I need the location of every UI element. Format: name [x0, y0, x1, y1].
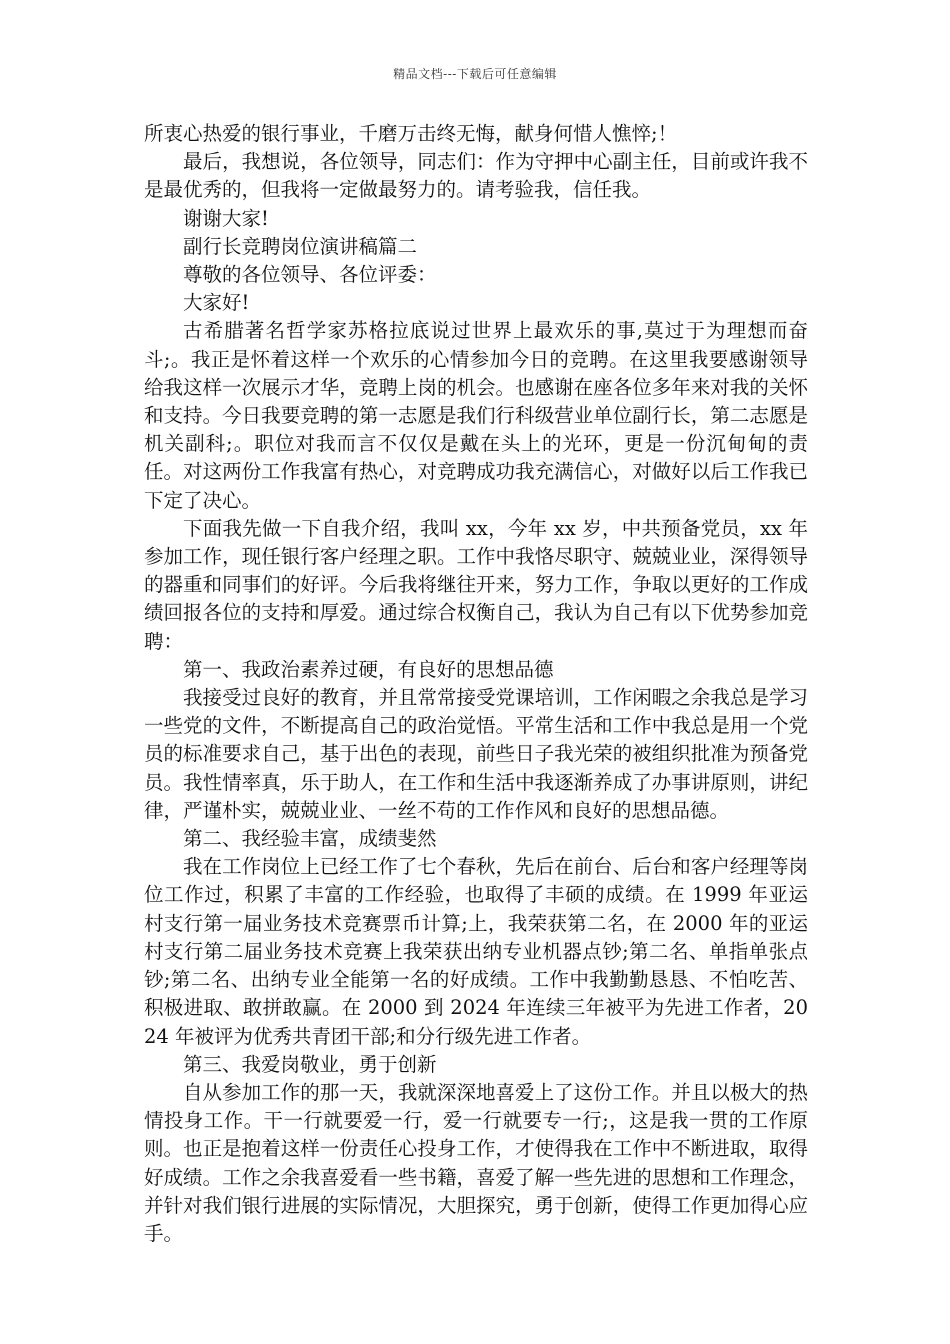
paragraph: 谢谢大家! [183, 206, 269, 230]
subheading: 第二、我经验丰富，成绩斐然 [183, 827, 437, 851]
section-title: 副行长竞聘岗位演讲稿篇二 [183, 234, 418, 258]
subheading: 第三、我爱岗敬业，勇于创新 [183, 1052, 437, 1076]
document-body [144, 120, 808, 1248]
salutation: 尊敬的各位领导、各位评委： [183, 263, 437, 287]
paragraph: 古希腊著名哲学家苏格拉底说过世界上最欢乐的事,莫过于为理想而奋斗;。我正是怀着这样一个欢乐的心情参加今日的竞聘。在这里我要感谢领导给我这样一次展示才华，竞聘上岗的机会。也感谢在座各位多年来对我的关怀和支持。今日我要竞聘的第一志愿是我们行科级营业单位副行长，第二志愿是机关副科;。职位对我而言不仅仅是戴在头上的光环，更是一份沉甸甸的责任。对这两份工作我富有热心，对竞聘成功我充满信心，对做好以后工作我已下定了决心。 [144, 319, 808, 512]
paragraph: 下面我先做一下自我介绍，我叫 xx，今年 xx 岁，中共预备党员，xx 年参加工作，现任银行客户经理之职。工作中我恪尽职守、兢兢业业，深得领导的器重和同事们的好评。今后我将继往开来，努力工作，争取以更好的工作成绩回报各位的支持和厚爱。通过综合权衡自己，我认为自己有以下优势参加竞聘： [144, 516, 808, 653]
paragraph: 我接受过良好的教育，并且常常接受党课培训，工作闲暇之余我总是学习一些党的文件，不断提高自己的政治觉悟。平常生活和工作中我总是用一个党员的标准要求自己，基于出色的表现，前些日子我光荣的被组织批准为预备党员。我性情率真，乐于助人，在工作和生活中我逐渐养成了办事讲原则，讲纪律，严谨朴实，兢兢业业、一丝不苟的工作作风和良好的思想品德。 [144, 686, 808, 822]
paragraph: 所衷心热爱的银行事业，千磨万击终无悔，献身何惜人憔悴;！ [144, 122, 678, 145]
greeting: 大家好! [183, 291, 250, 315]
paragraph: 自从参加工作的那一天，我就深深地喜爱上了这份工作。并且以极大的热情投身工作。干一行就要爱一行，爱一行就要专一行;，这是我一贯的工作原则。也正是抱着这样一份责任心投身工作，才使得我在工作中不断进取，取得好成绩。工作之余我喜爱看一些书籍，喜爱了解一些先进的思想和工作理念，并针对我们银行进展的实际情况，大胆探究，勇于创新，使得工作更加得心应手。 [144, 1080, 808, 1245]
paragraph: 我在工作岗位上已经工作了七个春秋，先后在前台、后台和客户经理等岗位工作过，积累了丰富的工作经验，也取得了丰硕的成绩。在 1999 年亚运村支行第一届业务技术竞赛票币计算;上，我荣获第二名，在 2000 年的亚运村支行第二届业务技术竞赛上我荣获出纳专业机器点钞;第二名、单指单张点钞;第二名、出纳专业全能第一名的好成绩。工作中我勤勤恳恳、不怕吃苦、积极进取、敢拼敢赢。在 2000 到 2024 年连续三年被平为先进工作者，2024 年被评为优秀共青团干部;和分行级先进工作者。 [144, 855, 808, 1048]
subheading: 第一、我政治素养过硬，有良好的思想品德 [183, 657, 554, 681]
page-header: 精品文档---下载后可任意编辑 [393, 67, 557, 81]
paragraph: 最后，我想说，各位领导，同志们：作为守押中心副主任，目前或许我不是最优秀的，但我将一定做最努力的。请考验我，信任我。 [144, 150, 808, 202]
